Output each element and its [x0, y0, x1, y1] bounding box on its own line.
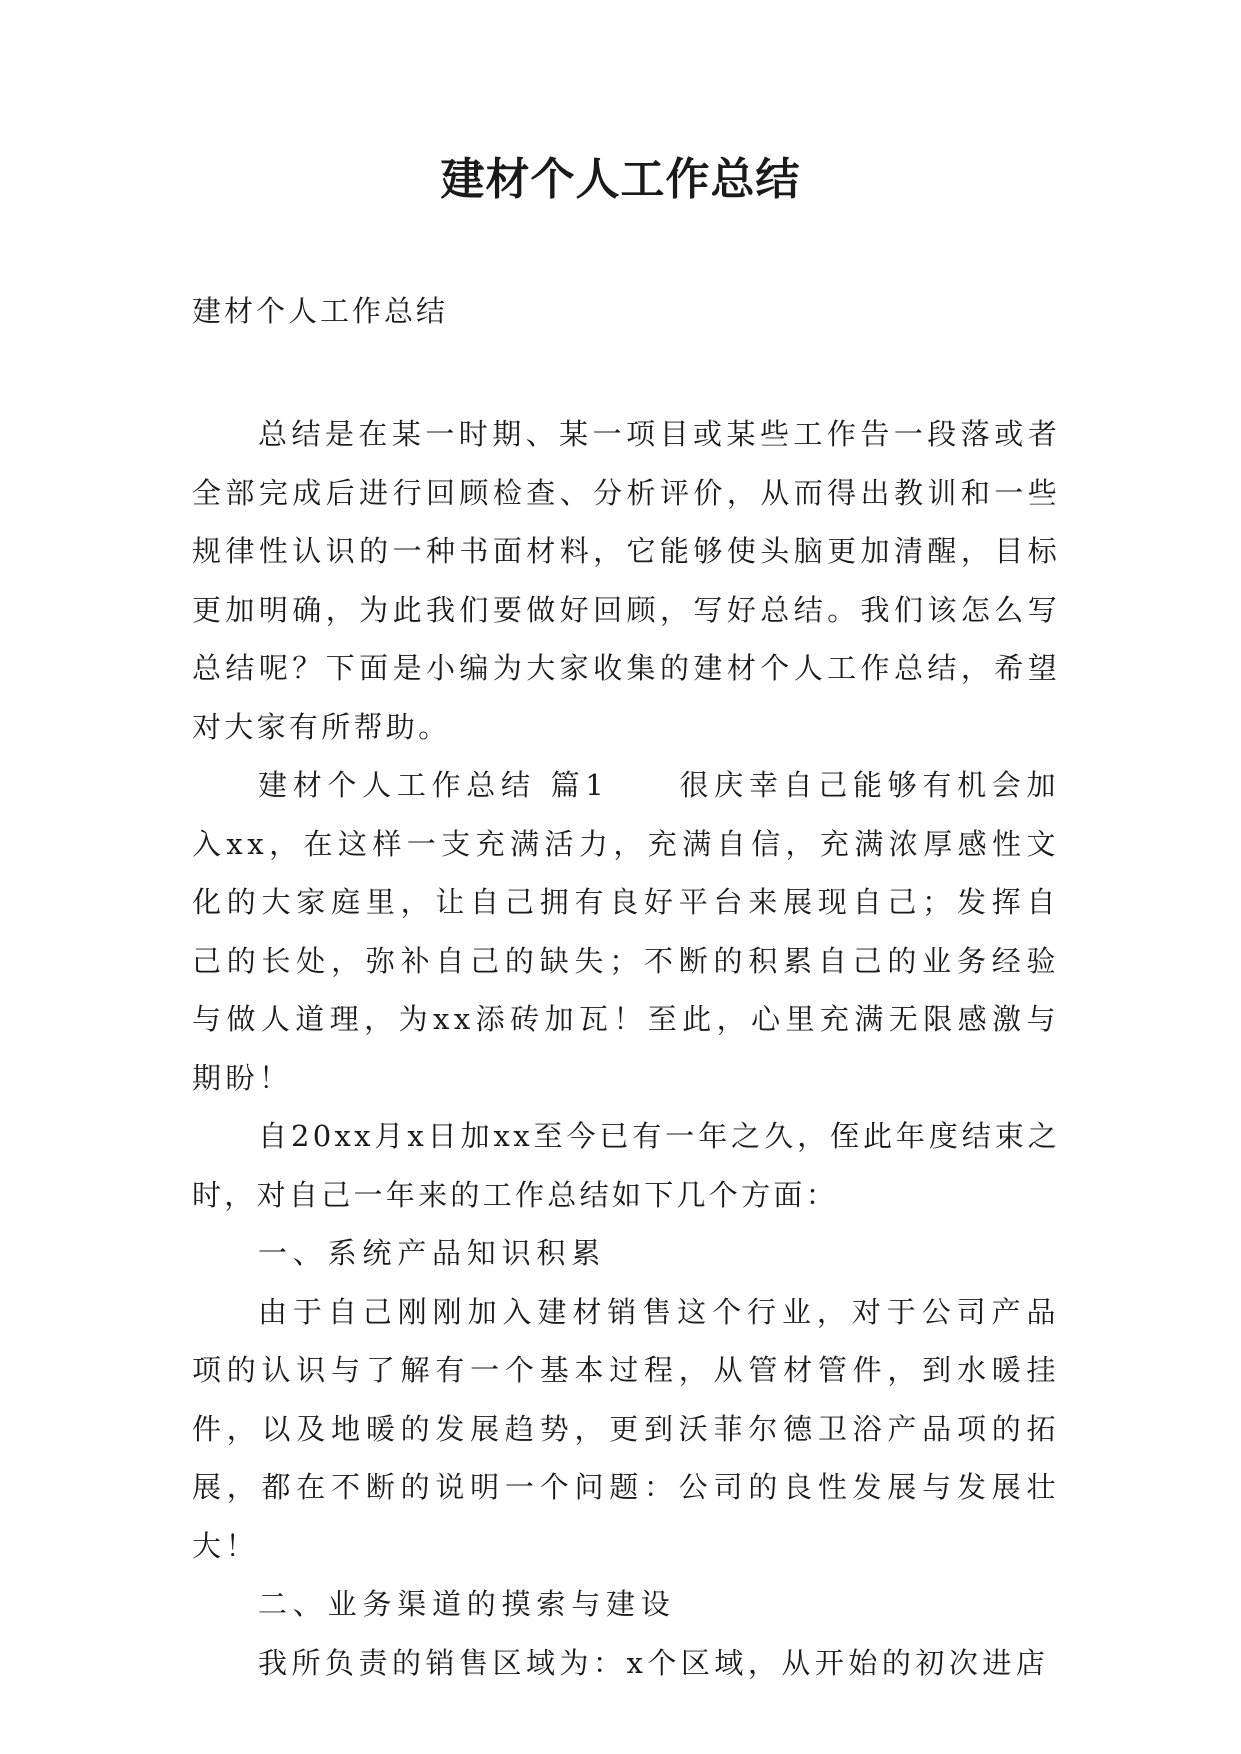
- heading-business-channels: 二、业务渠道的摸索与建设: [258, 1587, 676, 1621]
- business-channels-paragraph: 我所负责的销售区域为：x个区域，从开始的初次进店: [258, 1645, 1050, 1680]
- heading-product-knowledge: 一、系统产品知识积累: [258, 1236, 607, 1270]
- section-paragraph-1: [192, 756, 1060, 1107]
- document-title: 建材个人工作总结: [440, 154, 801, 205]
- period-paragraph: 自20xx月x日加xx至今已有一年之久，侄此年度结束之时，对自己一年来的工作总结如下几个方面：: [192, 1119, 1060, 1212]
- section-1-text: 很庆幸自己能够有机会加入xx，在这样一支充满活力，充满自信，充满浓厚感性文化的大家庭里，让自己拥有良好平台来展现自己；发挥自己的长处，弥补自己的缺失；不断的积累自己的业务经验与做人道理，为xx添砖加瓦！至此，心里充满无限感激与期盼！: [192, 768, 1060, 1095]
- product-knowledge-paragraph: 由于自己刚刚加入建材销售这个行业，对于公司产品项的认识与了解有一个基本过程，从管材管件，到水暖挂件，以及地暖的发展趋势，更到沃菲尔德卫浴产品项的拓展，都在不断的说明一个问题：公司的良性发展与发展壮大！: [192, 1294, 1060, 1563]
- intro-paragraph: 总结是在某一时期、某一项目或某些工作告一段落或者全部完成后进行回顾检查、分析评价，从而得出教训和一些规律性认识的一种书面材料，它能够使头脑更加清醒，目标更加明确，为此我们要做好回顾，写好总结。我们该怎么写总结呢？下面是小编为大家收集的建材个人工作总结，希望对大家有所帮助。: [192, 417, 1060, 744]
- document-subtitle: 建材个人工作总结: [192, 294, 449, 328]
- document-body: [192, 405, 1060, 1692]
- section-heading-1: 建材个人工作总结 篇1: [258, 768, 609, 802]
